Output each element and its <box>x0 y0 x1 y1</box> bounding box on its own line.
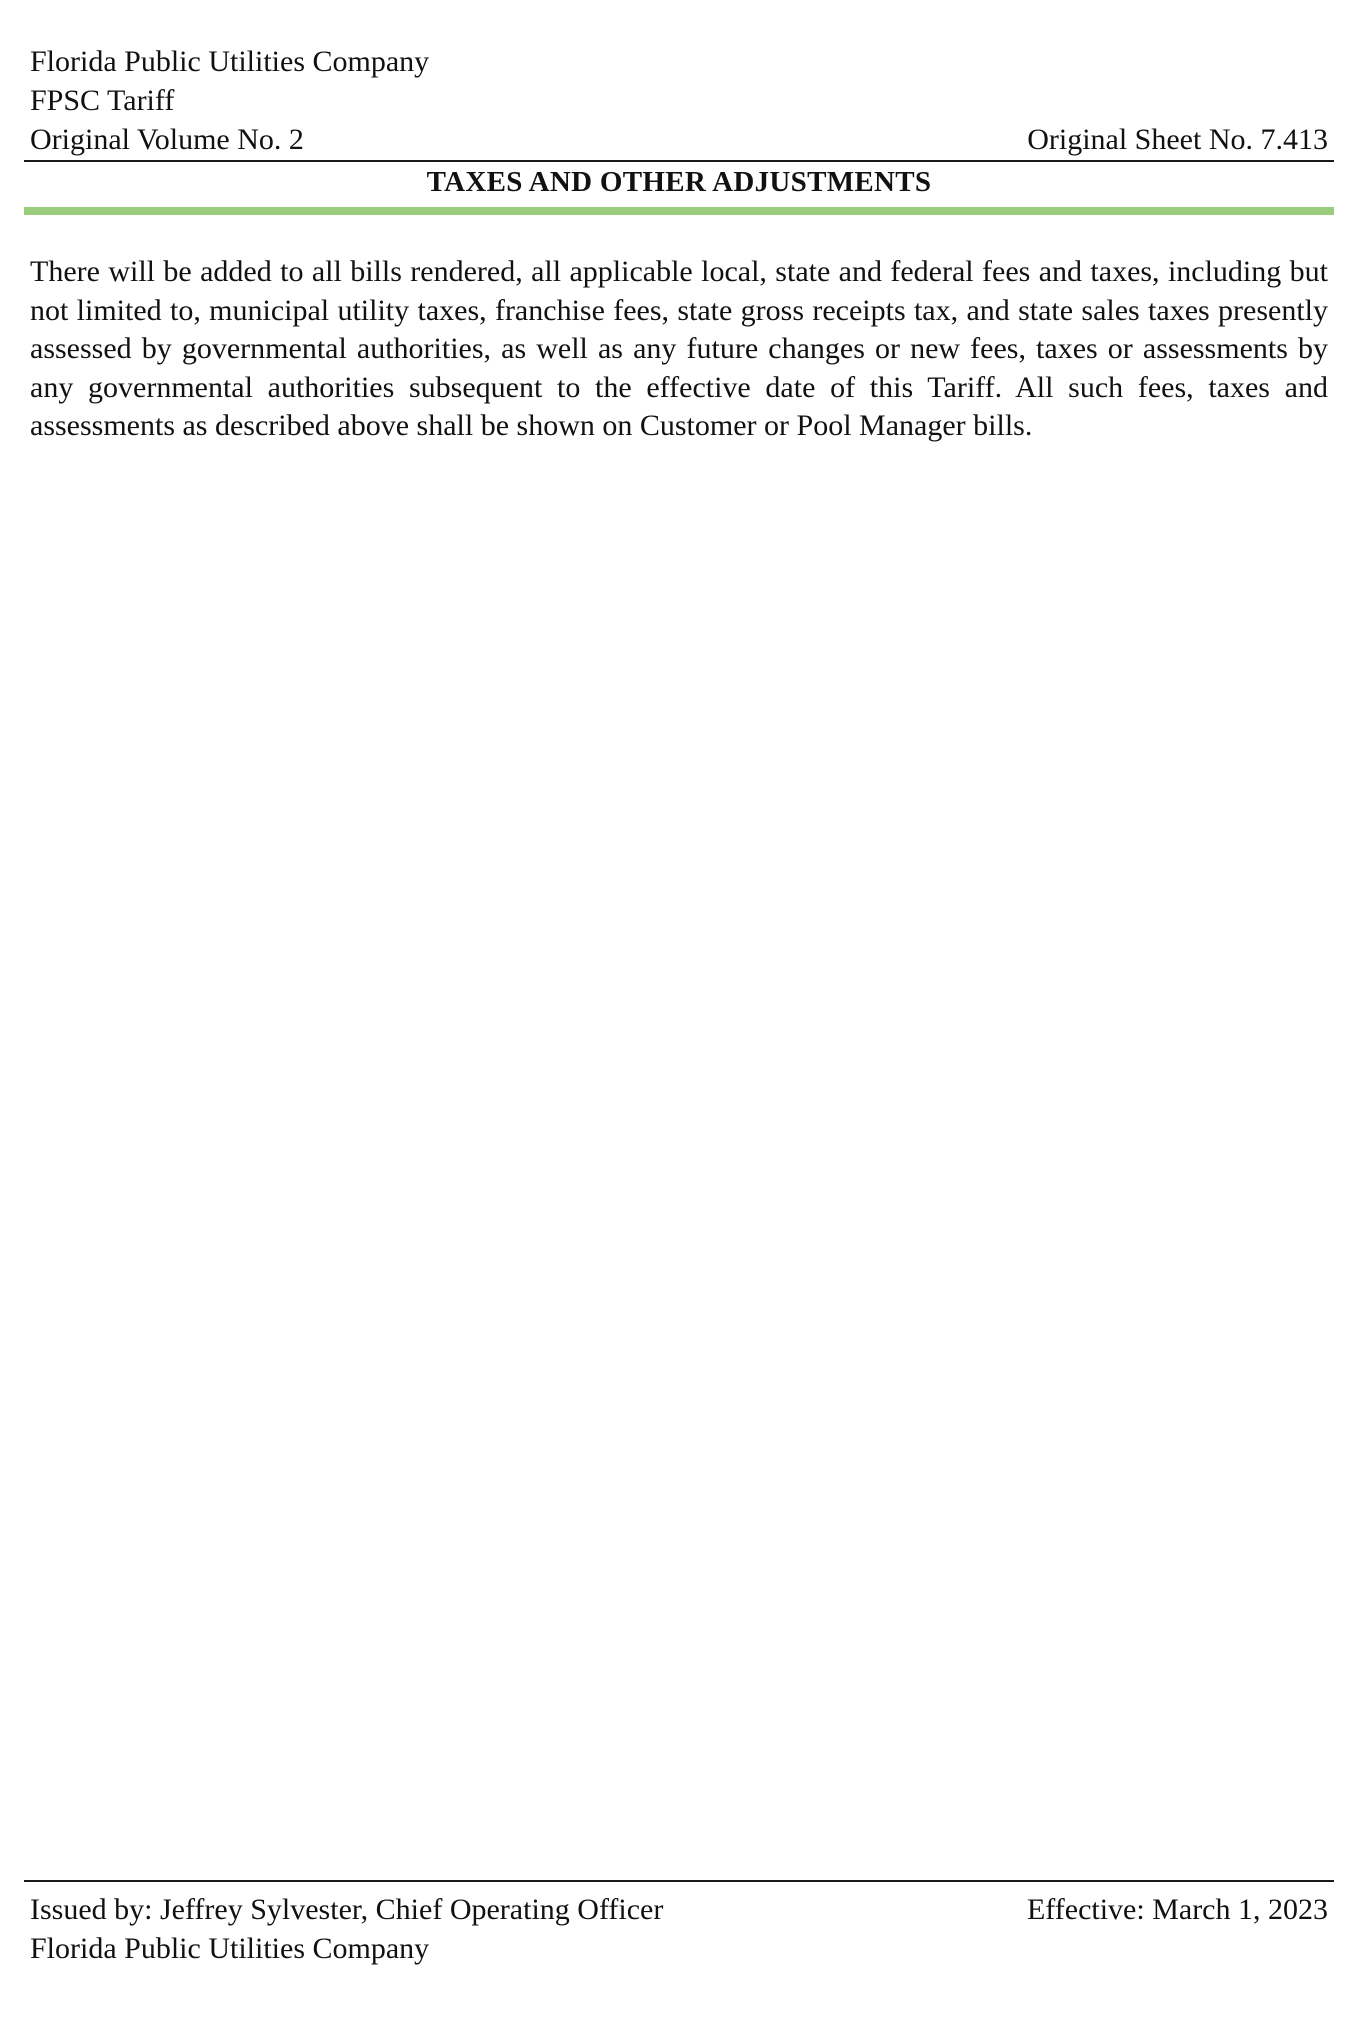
section-title: TAXES AND OTHER ADJUSTMENTS <box>426 166 932 198</box>
header-tariff: FPSC Tariff <box>30 84 175 117</box>
header-volume: Original Volume No. 2 <box>30 123 304 156</box>
footer-issued-by: Issued by: Jeffrey Sylvester, Chief Operating Officer <box>30 1893 664 1926</box>
title-accent-rule <box>24 207 1334 215</box>
footer-company-row <box>30 1929 1328 1968</box>
footer-effective-date: Effective: March 1, 2023 <box>1026 1893 1328 1926</box>
footer-issued-row <box>30 1890 1328 1929</box>
page-footer <box>30 1890 1328 1968</box>
header-sheet-number: Original Sheet No. 7.413 <box>1027 123 1328 156</box>
page-header <box>30 42 1328 159</box>
header-divider <box>24 160 1334 162</box>
body-paragraph: There will be added to all bills rendered, all applicable local, state and federal fees and taxes, including but not limited to, municipal utility taxes, franchise fees, state gross receipts tax, and state sales taxes presently assessed by governmental authorities, as well as any future changes or new fees, taxes or assessments by any governmental authorities subsequent to the effective date of this Tariff. All such fees, taxes and assessments as described above shall be shown on Customer or Pool Manager bills. <box>30 255 1328 442</box>
header-volume-row <box>30 120 1328 159</box>
footer-company: Florida Public Utilities Company <box>30 1932 430 1965</box>
header-company: Florida Public Utilities Company <box>30 45 430 78</box>
footer-divider <box>24 1880 1334 1882</box>
